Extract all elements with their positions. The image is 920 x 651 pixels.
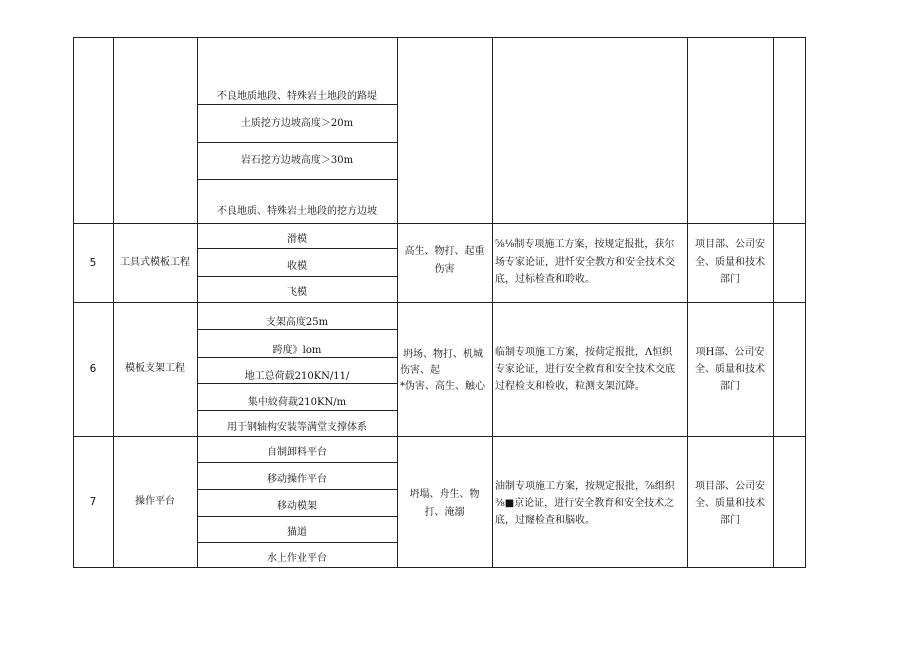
row-divider xyxy=(73,436,806,437)
responsible-text: 全、质量和技术 xyxy=(695,364,765,375)
project-name: 工具式模板工程 xyxy=(120,257,190,268)
hazard-text: 打、淹溺 xyxy=(424,507,465,518)
project-name: 操作平台 xyxy=(135,496,175,507)
col-divider xyxy=(73,37,74,568)
row-divider xyxy=(73,302,806,303)
sub-item-cell: 支架高度25m xyxy=(265,317,329,328)
responsible-text: 部门 xyxy=(720,381,740,392)
row-divider xyxy=(197,276,397,277)
row-divider xyxy=(197,179,397,180)
hazard-text: *伪害、高生、触心 xyxy=(400,381,485,392)
measures-text: ⅝⅛制专项施工方案，按规定报批，获尔 xyxy=(495,239,675,250)
row-divider xyxy=(197,248,397,249)
responsible-text: 项目部、公司安 xyxy=(695,481,765,492)
project-name: 模板支架工程 xyxy=(125,363,185,374)
sub-item-cell: 不良地质地段、特殊岩土地段的路堤 xyxy=(217,91,377,102)
col-divider xyxy=(773,37,774,568)
col-divider xyxy=(805,37,806,568)
sub-item-cell: 移动操作平台 xyxy=(267,474,327,485)
responsible-text: 项目部、公司安 xyxy=(695,239,765,250)
sub-item-cell: 用于钢轴构安装等满堂支撑体系 xyxy=(227,422,367,433)
responsible-text: 项H部、公司安 xyxy=(695,347,765,358)
sub-item-cell: 猫道 xyxy=(287,527,307,538)
sub-item-cell: 水上作业平台 xyxy=(267,553,327,564)
measures-text: 场专家论证，进忏安全教方和安全技术交 xyxy=(495,257,675,268)
measures-text: 油制专项施工方案，按规定报批，⅞组织 xyxy=(495,481,675,492)
hazard-text: 坍塌、舟生、物 xyxy=(409,489,480,500)
sub-item-cell: 跨度》lom xyxy=(272,345,322,356)
sub-item-cell: 自制卸料平台 xyxy=(267,447,327,458)
sub-item-cell: 岩石挖方边坡高度＞30m xyxy=(240,155,354,166)
measures-text: ⅜■京论证，进行安全教育和安全技术之 xyxy=(495,498,675,509)
table-bottom-border xyxy=(73,567,806,568)
hazard-text: 伤害 xyxy=(434,264,455,275)
col-divider xyxy=(492,37,493,568)
sub-item-cell: 不良地质、特殊岩土地段的挖方边坡 xyxy=(217,206,377,217)
sub-item-cell: 移动模架 xyxy=(277,501,317,512)
row-number: 5 xyxy=(89,257,97,269)
row-divider xyxy=(197,142,397,143)
row-number: 6 xyxy=(89,363,97,375)
hazard-text: 高生、物打、起重 xyxy=(404,246,485,257)
row-divider xyxy=(73,223,806,224)
hazard-text: 伤害、起 xyxy=(400,365,440,376)
responsible-text: 全、质量和技术 xyxy=(695,257,765,268)
row-number: 7 xyxy=(89,496,97,508)
row-divider xyxy=(197,542,397,543)
measures-text: 底，过窿检查和脳收。 xyxy=(495,515,595,526)
sub-item-cell: 地工总荷载210KN/11/ xyxy=(244,371,350,382)
sub-item-cell: 集中絞荷裁210KN/m xyxy=(247,397,347,408)
sub-item-cell: 飞模 xyxy=(287,287,307,298)
row-divider xyxy=(197,104,397,105)
sub-item-cell: 收模 xyxy=(287,261,307,272)
measures-text: 临制专项施工方案，按荷定报批，Λ恒织 xyxy=(495,347,673,358)
measures-text: 底，过标检查和聆收。 xyxy=(495,274,595,285)
table-top-border xyxy=(73,37,806,38)
responsible-text: 全、质量和技术 xyxy=(695,498,765,509)
row-divider xyxy=(197,489,397,490)
row-divider xyxy=(197,462,397,463)
hazard-text: 坍场、物打、机城 xyxy=(403,349,483,360)
responsible-text: 部门 xyxy=(720,274,740,285)
row-divider xyxy=(197,410,397,411)
measures-text: 专家论证，进行安全救育和安全技术交底 xyxy=(495,364,675,375)
row-divider xyxy=(197,516,397,517)
col-divider xyxy=(113,37,114,568)
responsible-text: 部门 xyxy=(720,515,740,526)
measures-text: 过程检支和检收，粒测支架沉降。 xyxy=(495,381,645,392)
sub-item-cell: 土质挖方边坡高度＞20m xyxy=(240,118,354,129)
sub-item-cell: 滑模 xyxy=(287,234,307,245)
